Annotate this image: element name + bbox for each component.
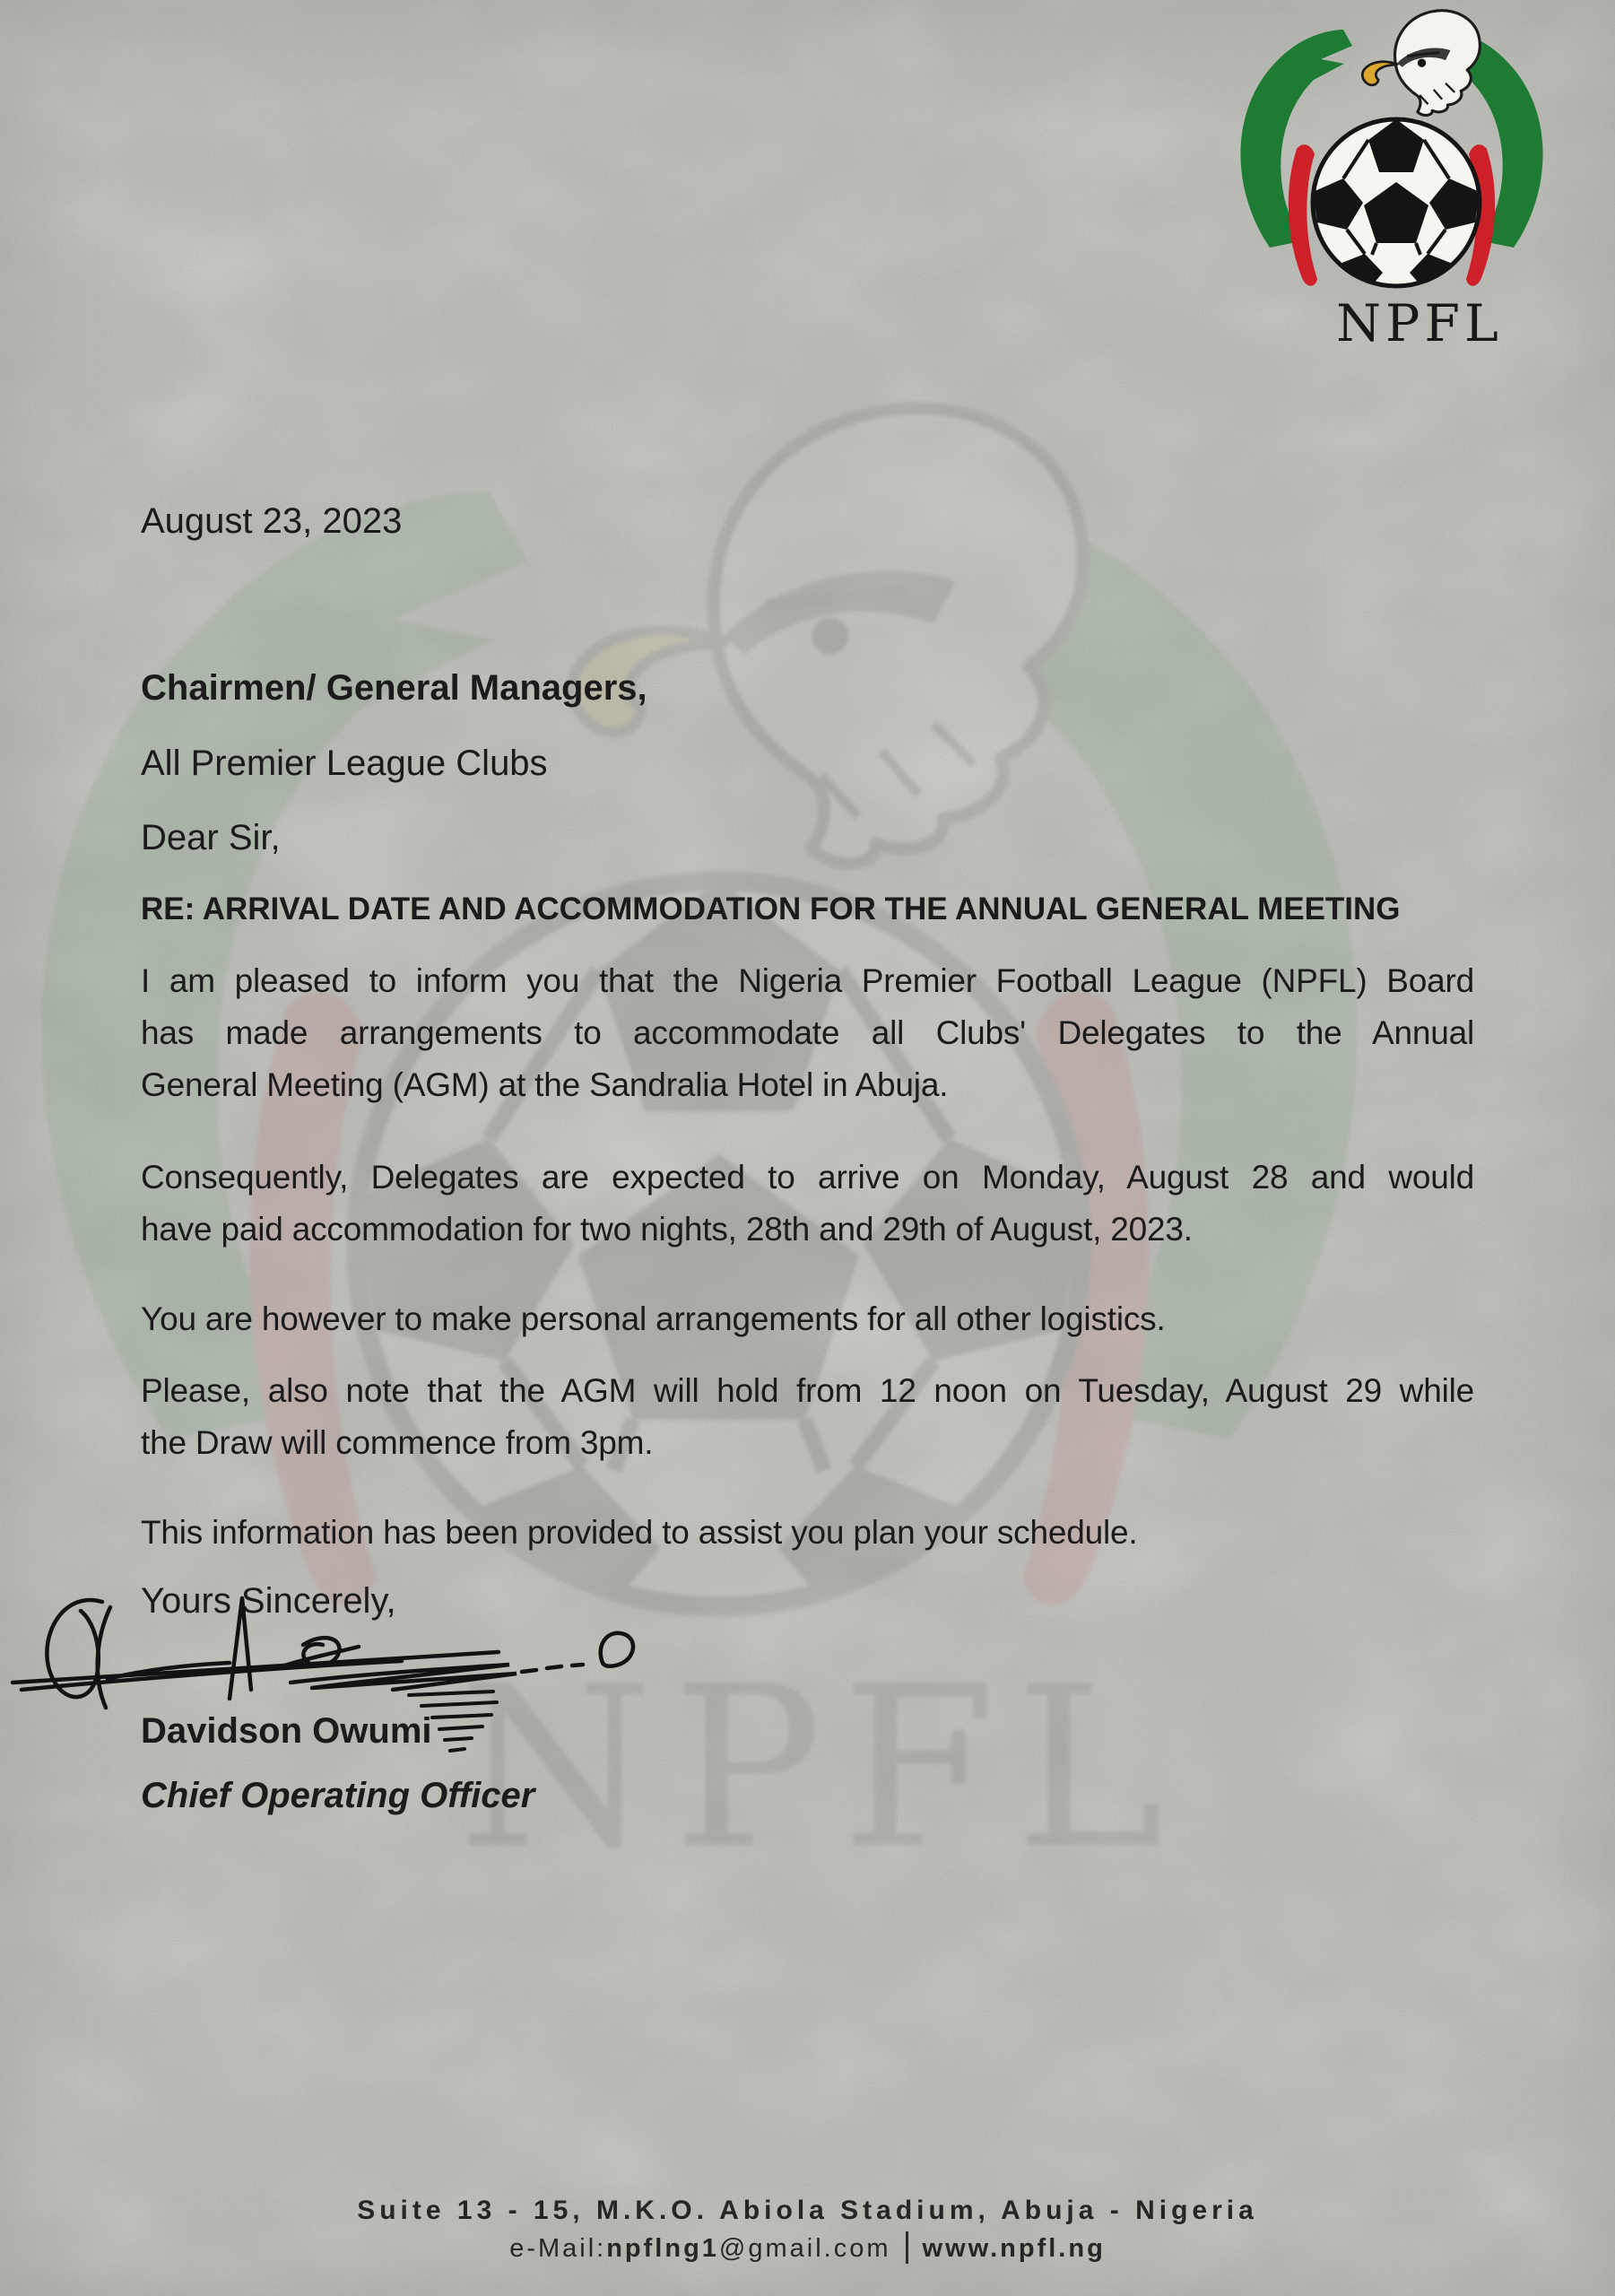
paragraph-5	[141, 1507, 1474, 1559]
paragraph-4	[141, 1365, 1474, 1469]
subject-line: RE: ARRIVAL DATE AND ACCOMMODATION FOR THE ANNUAL GENERAL MEETING	[141, 891, 1401, 926]
email-domain: @gmail.com	[718, 2234, 891, 2263]
paragraph-line: has made arrangements to accommodate all Clubs' Delegates to the Annual	[141, 1014, 1474, 1051]
signature	[7, 1589, 653, 1769]
recipient-line-2: All Premier League Clubs	[141, 744, 548, 783]
website-text: www.npfl.ng	[922, 2234, 1106, 2263]
letter-footer	[0, 2196, 1615, 2264]
paragraph-line: have paid accommodation for two nights, 28th and 29th of August, 2023.	[141, 1211, 1193, 1248]
signatory-name: Davidson Owumi	[141, 1711, 432, 1751]
signatory-title: Chief Operating Officer	[141, 1776, 535, 1815]
closing: Yours Sincerely,	[141, 1581, 396, 1621]
footer-address: Suite 13 - 15, M.K.O. Abiola Stadium, Abuja - Nigeria	[357, 2196, 1258, 2225]
paragraph-line: the Draw will commence from 3pm.	[141, 1424, 654, 1461]
email-label: e-Mail:	[509, 2234, 607, 2263]
paragraph-1	[141, 955, 1474, 1111]
footer-contact	[0, 2231, 1615, 2264]
paragraph-line: I am pleased to inform you that the Nigeria Premier Football League (NPFL) Board	[141, 962, 1474, 999]
separator-bar	[906, 2231, 908, 2264]
letter-date: August 23, 2023	[141, 501, 403, 541]
paragraph-line: You are however to make personal arrangements for all other logistics.	[141, 1300, 1166, 1337]
paragraph-line: Consequently, Delegates are expected to arrive on Monday, August 28 and would	[141, 1159, 1474, 1196]
email-user: npflng1	[606, 2234, 719, 2263]
salutation: Dear Sir,	[141, 818, 281, 857]
paragraph-3	[141, 1293, 1474, 1345]
letter-body	[141, 0, 1474, 1818]
recipient-line-1: Chairmen/ General Managers,	[141, 668, 647, 708]
paragraph-2	[141, 1152, 1474, 1256]
paragraph-line: General Meeting (AGM) at the Sandralia Hotel in Abuja.	[141, 1066, 949, 1103]
paragraph-line: This information has been provided to assist you plan your schedule.	[141, 1514, 1138, 1551]
paragraph-line: Please, also note that the AGM will hold from 12 noon on Tuesday, August 29 while	[141, 1372, 1474, 1409]
